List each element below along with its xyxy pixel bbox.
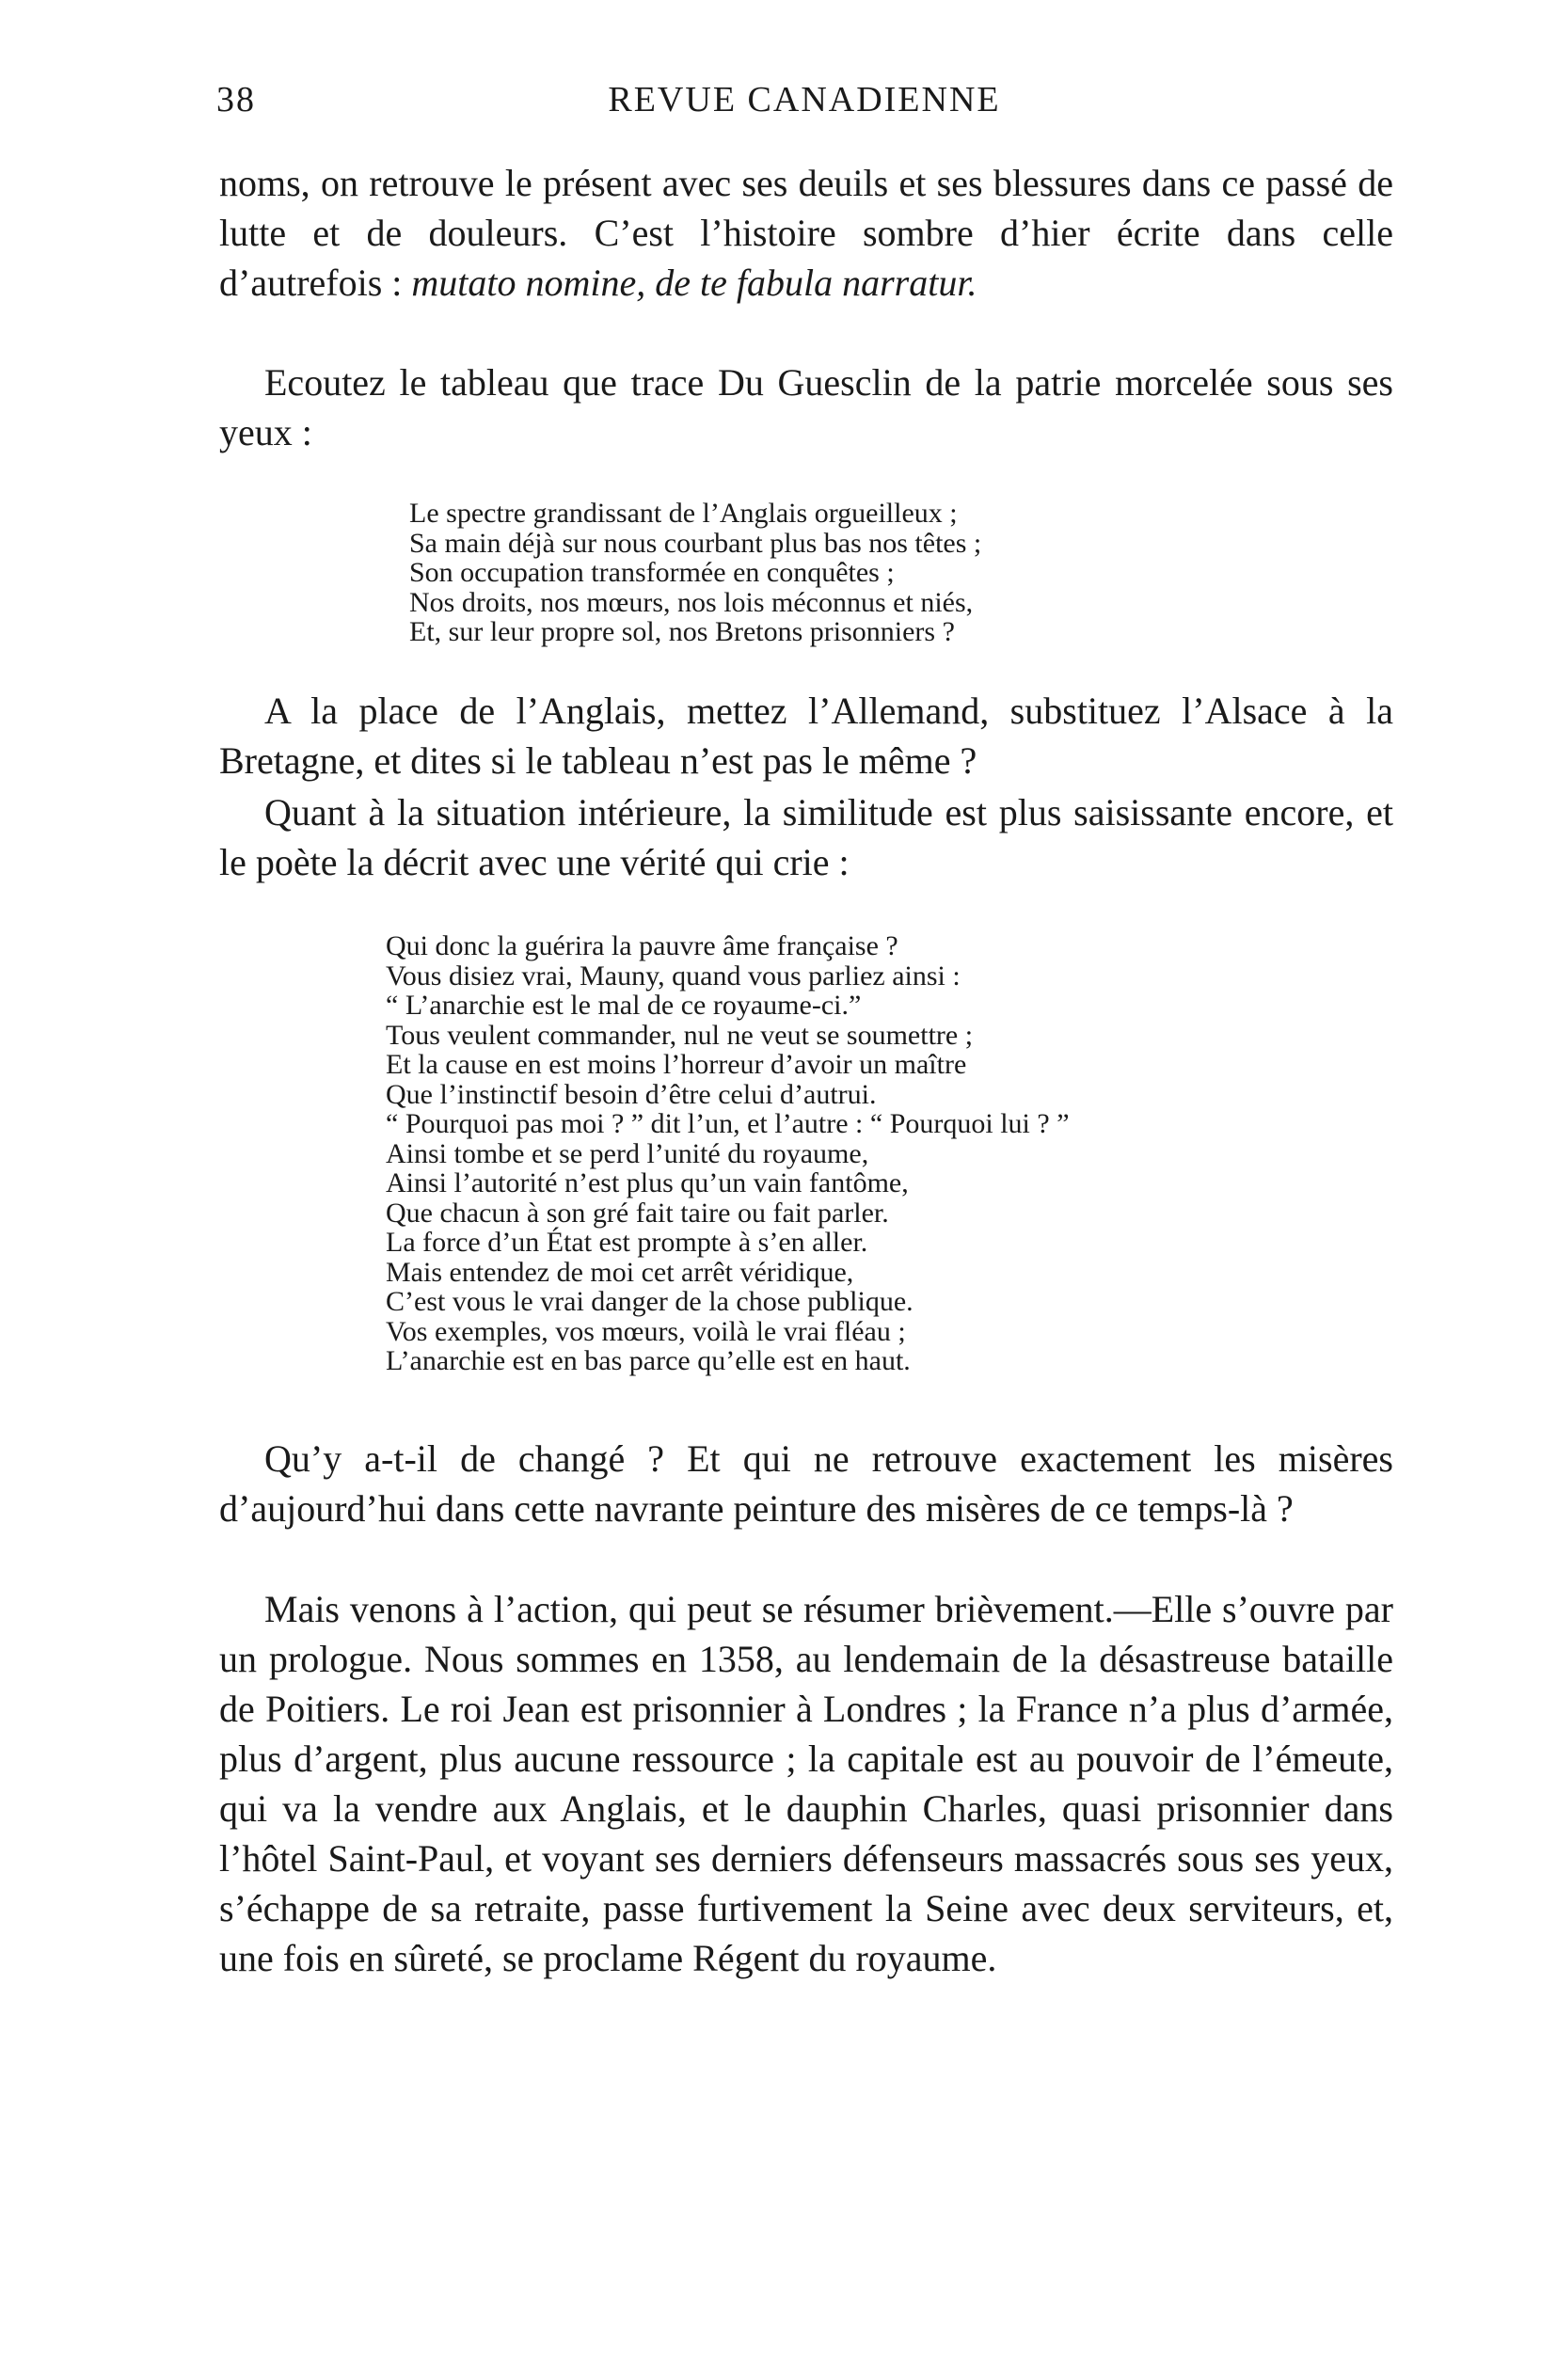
paragraph-4: Quant à la situation intérieure, la similitude est plus saisissante encore, et le poète la décrit avec une vérité qui crie : xyxy=(219,791,1393,883)
verse-line: Ainsi tombe et se perd l’unité du royaume, xyxy=(386,1137,869,1169)
verse-line: Son occupation transformée en conquêtes ; xyxy=(409,557,895,588)
paragraph-3: A la place de l’Anglais, mettez l’Allemand, substituez l’Alsace à la Bretagne, et dites si le tableau n’est pas le même ? xyxy=(219,690,1393,782)
verse-line: “ Pourquoi pas moi ? ” dit l’un, et l’autre : “ Pourquoi lui ? ” xyxy=(386,1108,1070,1139)
verse-line: Mais entendez de moi cet arrêt véridique, xyxy=(386,1256,854,1288)
verse-line: Que l’instinctif besoin d’être celui d’autrui. xyxy=(386,1078,877,1110)
verse-line: Et, sur leur propre sol, nos Bretons prisonniers ? xyxy=(409,616,955,647)
verse-line: Le spectre grandissant de l’Anglais orgueilleux ; xyxy=(409,498,958,529)
paragraph-5: Qu’y a-t-il de changé ? Et qui ne retrouve exactement les misères d’aujourd’hui dans cette navrante peinture des misères de ce temps-là ? xyxy=(219,1437,1393,1530)
verse-line: Et la cause en est moins l’horreur d’avoir un maître xyxy=(386,1049,967,1080)
verse-line: L’anarchie est en bas parce qu’elle est en haut. xyxy=(386,1345,911,1376)
verse-line: “ L’anarchie est le mal de ce royaume-ci.” xyxy=(386,990,862,1021)
verse-line: Vous disiez vrai, Mauny, quand vous parliez ainsi : xyxy=(386,960,961,992)
paragraph-6: Mais venons à l’action, qui peut se résumer brièvement.—Elle s’ouvre par un prologue. Nous sommes en 1358, au lendemain de la désastreuse bataille de Poitiers. Le roi Jean est prisonnier à Londres ; la France n’a plus d’armée, plus d’argent, plus aucune ressource ; la capitale est au pouvoir de l’émeute, qui va la vendre aux Anglais, et le dauphin Charles, quasi prisonnier dans l’hôtel Saint-Paul, et voyant ses derniers défenseurs massacrés sous ses yeux, s’échappe de sa retraite, passe furtivement la Seine avec deux serviteurs, et, une fois en sûreté, se proclame Régent du royaume. xyxy=(219,1588,1393,1979)
verse-block-2 xyxy=(386,931,1070,1376)
paragraph-1-text: noms, on retrouve le présent avec ses deuils et ses blessures dans ce passé de lutte et de douleurs. C’est l’histoire sombre d’hier écrite dans celle d’autrefois : xyxy=(219,162,1393,304)
verse-line: Tous veulent commander, nul ne veut se soumettre ; xyxy=(386,1019,974,1051)
running-title: REVUE CANADIENNE xyxy=(608,80,1001,119)
verse-line: Sa main déjà sur nous courbant plus bas nos têtes ; xyxy=(409,527,982,559)
paragraph-2: Ecoutez le tableau que trace Du Guesclin de la patrie morcelée sous ses yeux : xyxy=(219,361,1393,453)
verse-line: C’est vous le vrai danger de la chose publique. xyxy=(386,1286,913,1317)
paragraph-1 xyxy=(219,158,1393,308)
page-number: 38 xyxy=(216,80,256,119)
verse-line: La force d’un État est prompte à s’en aller. xyxy=(386,1227,868,1258)
verse-line: Que chacun à son gré fait taire ou fait parler. xyxy=(386,1197,889,1229)
verse-line: Vos exemples, vos mœurs, voilà le vrai fléau ; xyxy=(386,1315,906,1347)
verse-line: Nos droits, nos mœurs, nos lois méconnus et niés, xyxy=(409,586,974,618)
verse-line: Ainsi l’autorité n’est plus qu’un vain fantôme, xyxy=(386,1167,909,1198)
verse-line: Qui donc la guérira la pauvre âme française ? xyxy=(386,930,898,961)
page-header xyxy=(216,79,1392,126)
latin-quote: mutato nomine, de te fabula narratur. xyxy=(411,262,977,304)
verse-block-1 xyxy=(409,499,981,647)
